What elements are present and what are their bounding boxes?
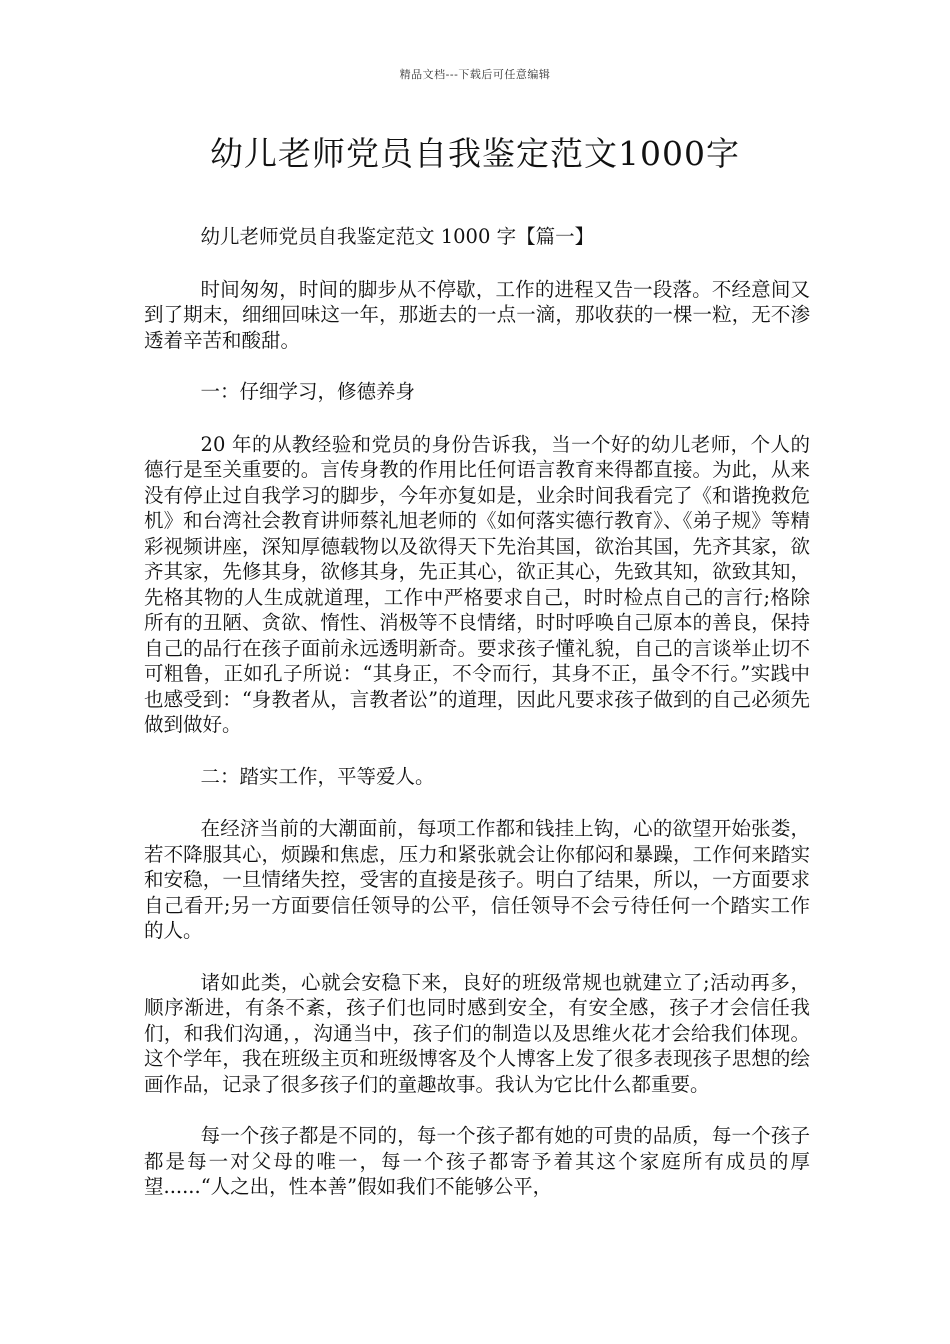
- body-paragraph: 时间匆匆，时间的脚步从不停歇，工作的进程又告一段落。不经意间又到了期末，细细回味这一年，那逝去的一点一滴，那收获的一棵一粒，无不渗透着辛苦和酸甜。: [144, 277, 810, 352]
- body-paragraph: 每一个孩子都是不同的，每一个孩子都有她的可贵的品质，每一个孩子都是每一对父母的唯一，每一个孩子都寄予着其这个家庭所有成员的厚望......“人之出，性本善”假如我们不能够公平，: [144, 1124, 810, 1198]
- body-paragraph: 诸如此类，心就会安稳下来，良好的班级常规也就建立了;活动再多，顺序渐进，有条不紊，孩子们也同时感到安全，有安全感，孩子才会信任我们，和我们沟通，，沟通当中，孩子们的制造以及思维火花才会给我们体现。这个学年，我在班级主页和班级博客及个人博客上发了很多表现孩子思想的绘画作品，记录了很多孩子们的童趣故事。我认为它比什么都重要。: [144, 970, 810, 1096]
- body-paragraph: 20 年的从教经验和党员的身份告诉我，当一个好的幼儿老师，个人的德行是至关重要的。言传身教的作用比任何语言教育来得都直接。为此，从来没有停止过自我学习的脚步，今年亦复如是，业余时间我看完了《和谐挽救危机》和台湾社会教育讲师蔡礼旭老师的《如何落实德行教育》、《弟子规》等精彩视频讲座，深知厚德载物以及欲得天下先治其国，欲治其国，先齐其家，欲齐其家，先修其身，欲修其身，先正其心，欲正其心，先致其知，欲致其知，先格其物的人生成就道理，工作中严格要求自己，时时检点自己的言行;格除所有的丑陋、贪欲、惰性、消极等不良情绪，时时呼唤自己原本的善良，保持自己的品行在孩子面前永远透明新奇。要求孩子懂礼貌，自己的言谈举止切不可粗鲁，正如孔子所说：“其身正，不令而行，其身不正，虽令不行。”实践中也感受到：“身教者从，言教者讼”的道理，因此凡要求孩子做到的自己必须先做到做好。: [144, 432, 810, 736]
- section-heading: 二：踏实工作，平等爱人。: [200, 764, 435, 788]
- document-title: 幼儿老师党员自我鉴定范文1000字: [210, 134, 740, 173]
- header-note: 精品文档---下载后可任意编辑: [399, 68, 551, 81]
- document-body: [144, 224, 810, 1200]
- article-heading: 幼儿老师党员自我鉴定范文 1000 字【篇一】: [200, 225, 595, 248]
- body-paragraph: 在经济当前的大潮面前，每项工作都和钱挂上钩，心的欲望开始张娄，若不降服其心，烦躁和焦虑，压力和紧张就会让你郁闷和暴躁，工作何来踏实和安稳，一旦情绪失控，受害的直接是孩子。明白了结果，所以，一方面要求自己看开;另一方面要信任领导的公平，信任领导不会亏待任何一个踏实工作的人。: [144, 817, 810, 942]
- section-heading: 一：仔细学习，修德养身: [200, 380, 416, 403]
